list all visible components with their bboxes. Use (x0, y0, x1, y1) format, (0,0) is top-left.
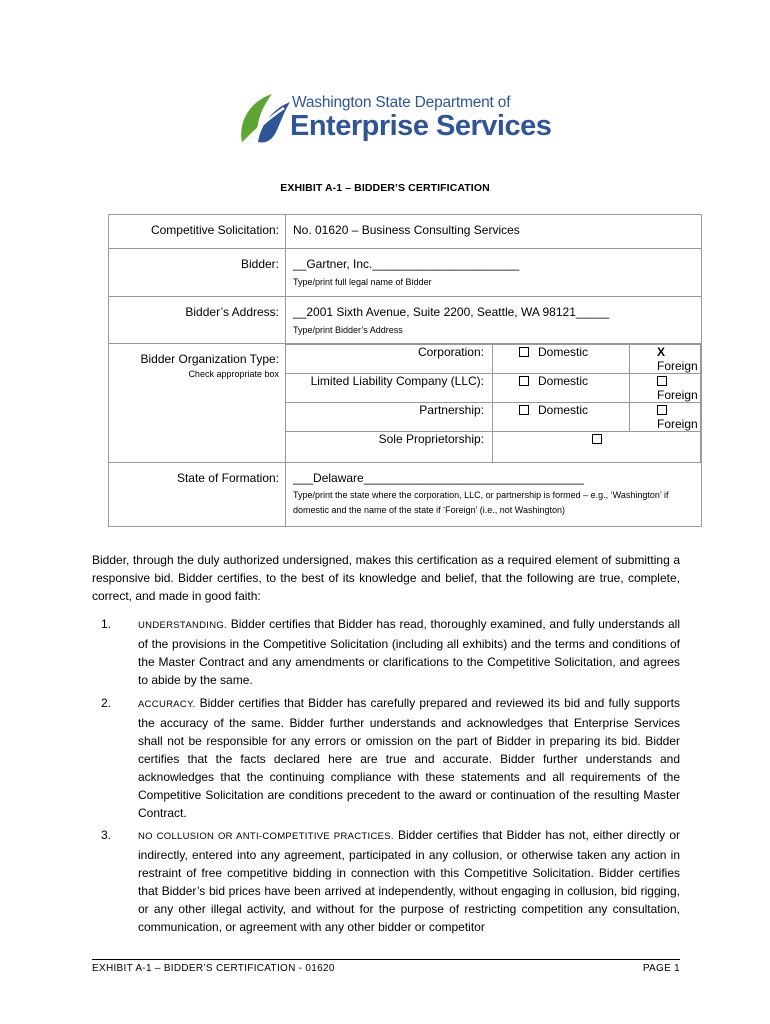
item-text: Bidder certifies that Bidder has read, thoroughly examined, and fully understands all of the provisions in the Competitive Solicitation (including all exhibits) and the terms and conditions of the Master Contract and any amendments or clarifications to the Competitive Solicitation, and agrees to abide by the same. (138, 617, 680, 687)
intro-paragraph: Bidder, through the duly authorized undersigned, makes this certification as a required element of submitting a responsive bid. Bidder certifies, to the best of its knowledge and belief, that the following are true, complete, correct, and made in good faith: (92, 553, 680, 603)
leaf-logo-icon (236, 90, 294, 150)
org-type-hint: Check appropriate box (188, 369, 279, 379)
bidder-hint: Type/print full legal name of Bidder (293, 277, 432, 287)
state-value[interactable]: ___Delaware_________________________________ (293, 471, 584, 485)
logo-line1: Washington State Department of (292, 94, 511, 111)
sole-option[interactable] (493, 432, 701, 463)
solicitation-value: No. 01620 – Business Consulting Services (286, 215, 702, 249)
checkbox-icon[interactable] (519, 347, 529, 357)
partnership-foreign-option[interactable] (630, 403, 701, 432)
list-item (92, 694, 680, 822)
org-corporation-label: Corporation: (286, 345, 493, 374)
option-label: Domestic (538, 403, 589, 417)
address-value[interactable]: __2001 Sixth Avenue, Suite 2200, Seattle, WA 98121_____ (293, 305, 610, 319)
list-item (92, 826, 680, 936)
checkbox-icon[interactable] (519, 405, 529, 415)
option-label: Domestic (538, 345, 589, 359)
address-hint: Type/print Bidder’s Address (293, 325, 403, 335)
item-text: Bidder certifies that Bidder has not, either directly or indirectly, entered into any agreement, participated in any collusion, or otherwise taken any action in restraint of free competitive bidding in connection with this Competitive Solicitation. Bidder certifies that Bidder’s bid prices have been arrived at independently, without engaging in collusion, bid rigging, or any other illegal activity, and without for the purpose of restricting competition any consultation, communication, or agreement with any other bidder or competitor (138, 828, 680, 934)
item-heading: UNDERSTANDING. (138, 620, 227, 631)
item-heading: ACCURACY. (138, 699, 196, 710)
exhibit-title: EXHIBIT A-1 – BIDDER’S CERTIFICATION (280, 182, 490, 194)
option-label: Foreign (657, 388, 698, 402)
bidder-value[interactable]: __Gartner, Inc.______________________ (293, 257, 520, 271)
llc-foreign-option[interactable] (630, 374, 701, 403)
option-label: Foreign (657, 417, 698, 431)
item-number: 2. (101, 696, 112, 710)
address-label: Bidder’s Address: (109, 297, 286, 344)
corporation-domestic-option[interactable] (493, 345, 630, 374)
corporation-foreign-option[interactable] (630, 345, 701, 374)
item-number: 3. (101, 828, 112, 842)
org-llc-label: Limited Liability Company (LLC): (286, 374, 493, 403)
checkbox-icon[interactable] (657, 405, 667, 415)
state-hint: Type/print the state where the corporation, LLC, or partnership is formed – e.g., ‘Washington’ if domestic and the name of the state if ‘Foreign’ (i.e., not Washington) (293, 490, 669, 515)
item-number: 1. (101, 617, 112, 631)
checkbox-icon[interactable] (519, 376, 529, 386)
llc-domestic-option[interactable] (493, 374, 630, 403)
org-type-label: Bidder Organization Type: (140, 352, 279, 366)
option-label: Domestic (538, 374, 589, 388)
option-label: Foreign (657, 359, 698, 373)
org-sole-label: Sole Proprietorship: (286, 432, 493, 463)
x-mark-icon[interactable]: X (657, 345, 666, 359)
footer-rule (92, 959, 680, 960)
checkbox-icon[interactable] (592, 434, 602, 444)
page-number: PAGE 1 (642, 963, 680, 974)
solicitation-label: Competitive Solicitation: (109, 215, 286, 249)
bidder-label: Bidder: (109, 249, 286, 297)
org-partnership-label: Partnership: (286, 403, 493, 432)
logo-line2: Enterprise Services (290, 110, 552, 142)
list-item (92, 615, 680, 689)
item-text: Bidder certifies that Bidder has carefully prepared and reviewed its bid and fully supports the accuracy of the same. Bidder further understands and acknowledges that Enterprise Services shall not be responsible for any errors or omission on the part of Bidder in preparing its bid. Bidder certifies that the facts declared here are true and accurate. Bidder further understands and acknowledges that the continuing compliance with these statements and all requirements of the Competitive Solicitation are conditions precedent to the award or continuation of the resulting Master Contract. (138, 696, 680, 820)
footer-left: EXHIBIT A-1 – BIDDER’S CERTIFICATION - 01620 (92, 963, 335, 974)
certification-form-table (108, 214, 702, 527)
partnership-domestic-option[interactable] (493, 403, 630, 432)
state-label: State of Formation: (109, 463, 286, 527)
des-logo (236, 90, 552, 150)
org-type-grid (286, 344, 701, 462)
item-heading: NO COLLUSION OR ANTI-COMPETITIVE PRACTICES. (138, 831, 394, 842)
checkbox-icon[interactable] (657, 376, 667, 386)
